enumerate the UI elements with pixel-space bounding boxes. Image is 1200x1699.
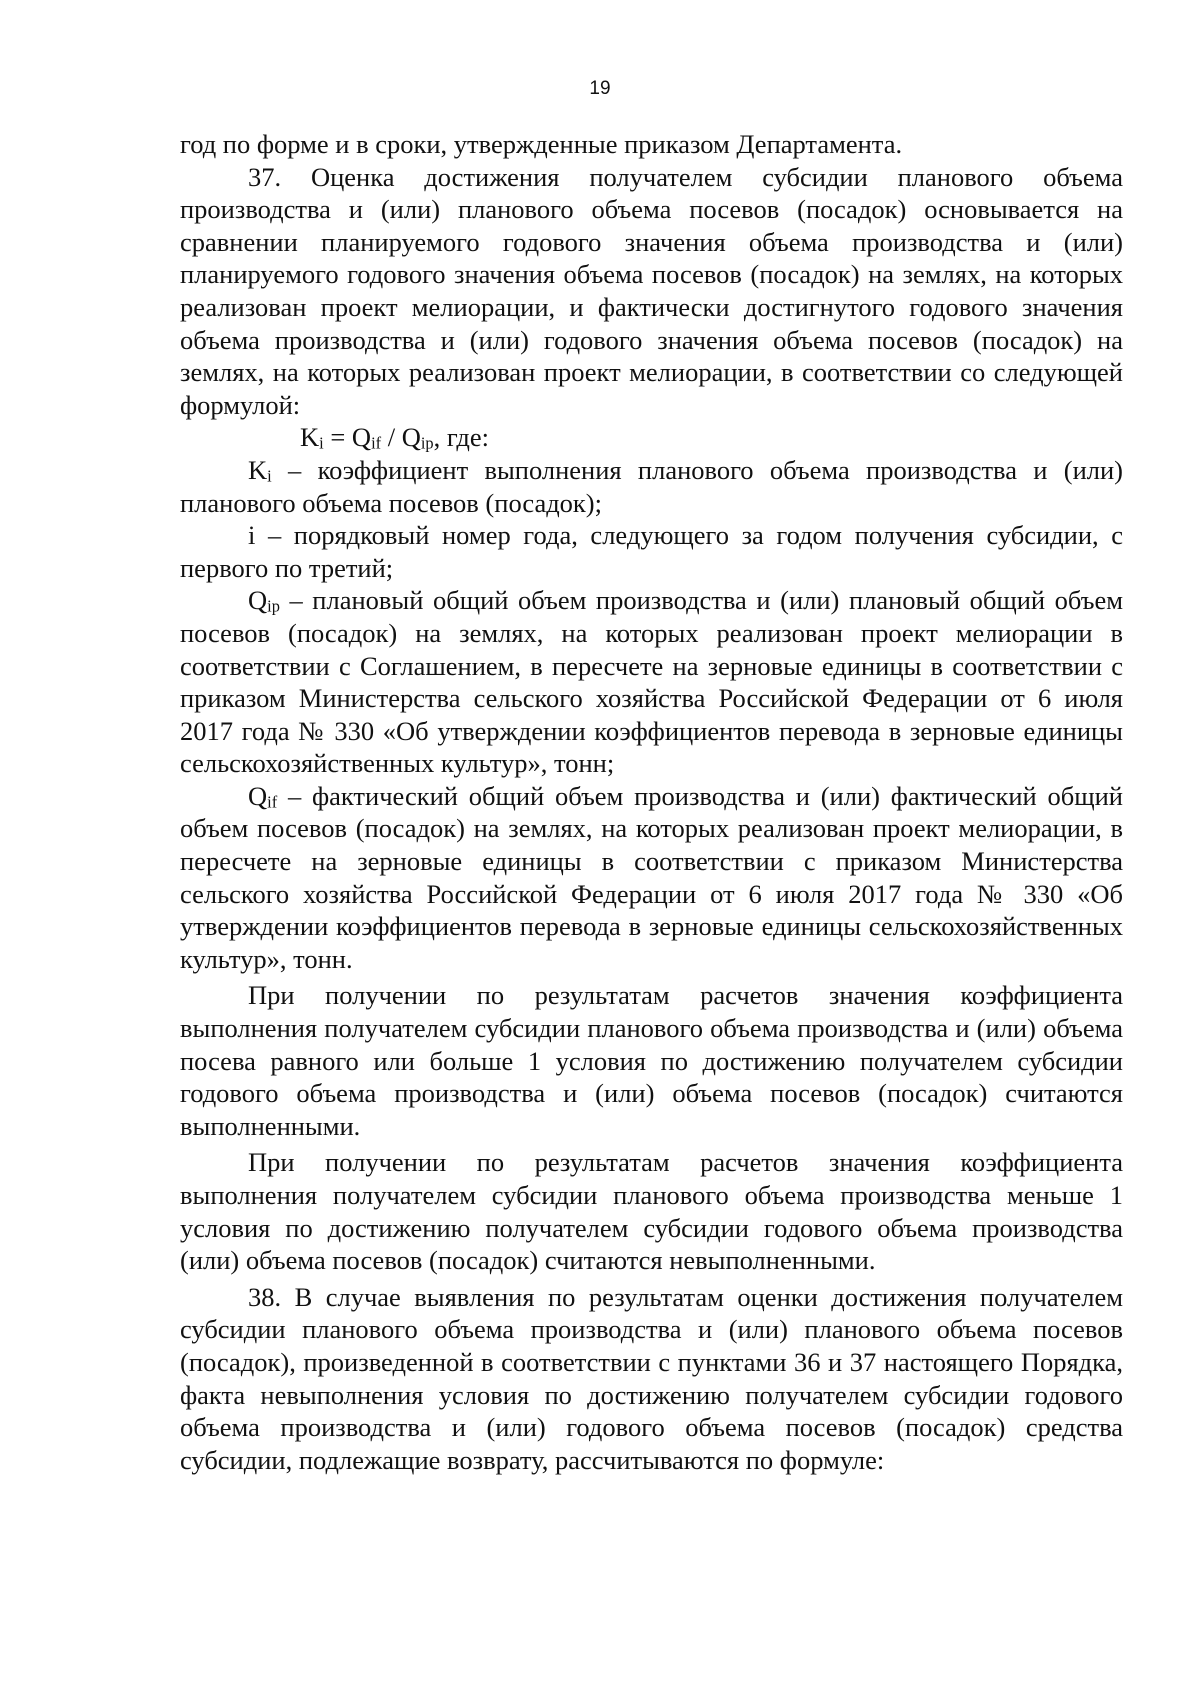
definition-k-symbol: K: [248, 454, 268, 485]
formula-qp-subscript: ip: [420, 433, 434, 453]
document-body: [180, 128, 1123, 1476]
definition-qip-text: – плановый общий объем производства и (или) плановый общий объем посевов (посадок) на землях, на которых реализован проект мелиорации в соответствии с Соглашением, в пересчете на зерновые единицы в соответствии с приказом Министерства сельского хозяйства Российской Федерации от 6 июля 2017 года № 330 «Об утверждении коэффициентов перевода в зерновые единицы сельскохозяйственных культур», тонн;: [180, 585, 1123, 779]
formula-tail: , где:: [433, 422, 490, 453]
definition-qip: [180, 584, 1123, 780]
definition-qif-symbol: Q: [248, 780, 268, 811]
definition-k-subscript: i: [267, 466, 272, 486]
formula-k-symbol: K: [300, 422, 320, 453]
formula-qf-subscript: if: [371, 433, 382, 453]
formula-k: [180, 421, 1123, 454]
definition-k-text: – коэффициент выполнения планового объема производства и (или) планового объема посевов (посадок);: [180, 454, 1123, 518]
definition-qif-subscript: if: [267, 792, 278, 812]
definition-qif: [180, 780, 1123, 976]
definition-k: [180, 454, 1123, 519]
formula-div: / Q: [381, 422, 421, 453]
paragraph-38: 38. В случае выявления по результатам оценки достижения получателем субсидии планового объема производства и (или) планового объема посевов (посадок), произведенной в соответствии с пунктами 36 и 37 настоящего Порядка, факта невыполнения условия по достижению получателем субсидии годового объема производства и (или) годового объема посевов (посадок) средства субсидии, подлежащие возврату, рассчитываются по формуле:: [180, 1281, 1123, 1475]
paragraph-coefficient-ge-1: При получении по результатам расчетов значения коэффициента выполнения получателем субсидии планового объема производства и (или) объема посева равного или больше 1 условия по достижению получателем субсидии годового объема производства и (или) объема посевов (посадок) считаются выполненными.: [180, 980, 1123, 1141]
definition-qip-symbol: Q: [248, 585, 268, 616]
page-number: 19: [589, 78, 611, 99]
definition-qif-text: – фактический общий объем производства и (или) фактический общий объем посевов (посадок) на землях, на которых реализован проект мелиорации, в пересчете на зерновые единицы в соответствии с приказом Министерства сельского хозяйства Российской Федерации от 6 июля 2017 года № 330 «Об утверждении коэффициентов перевода в зерновые единицы сельскохозяйственных культур», тонн.: [180, 780, 1123, 974]
definition-i: i – порядковый номер года, следующего за годом получения субсидии, с первого по третий;: [180, 520, 1123, 583]
paragraph-coefficient-lt-1: При получении по результатам расчетов значения коэффициента выполнения получателем субсидии планового объема производства меньше 1 условия по достижению получателем субсидии годового объема производства (или) объема посевов (посадок) считаются невыполненными.: [180, 1147, 1123, 1276]
paragraph-37: 37. Оценка достижения получателем субсидии планового объема производства и (или) планового объема посевов (посадок) основывается на сравнении планируемого годового значения объема производства и (или) планируемого годового значения объема посевов (посадок) на землях, на которых реализован проект мелиорации, и фактически достигнутого годового значения объема производства и (или) годового значения объема посевов (посадок) на землях, на которых реализован проект мелиорации, в соответствии со следующей формулой:: [180, 161, 1123, 420]
formula-eq: = Q: [323, 422, 372, 453]
paragraph-continuation: год по форме и в сроки, утвержденные приказом Департамента.: [180, 129, 903, 159]
definition-qip-subscript: ip: [267, 596, 280, 616]
formula-k-subscript: i: [319, 433, 324, 453]
